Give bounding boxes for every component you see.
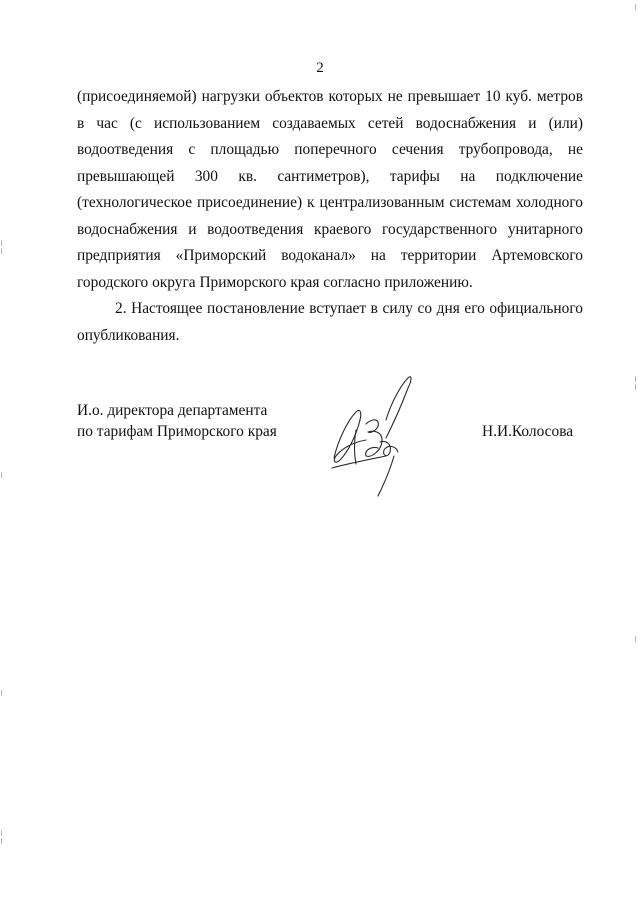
signer-name: Н.И.Колосова: [482, 423, 574, 440]
page-number: 2: [316, 60, 324, 76]
left-margin-marks: [1, 0, 4, 905]
signatory-title-line-2: по тарифам Приморского края: [77, 423, 277, 440]
paragraph-effective-date: 2. Настоящее постановление вступает в силу со дня его официального опубликования.: [77, 300, 583, 344]
signatory-title: [77, 400, 277, 442]
paragraph-tariff-continuation: (присоединяемой) нагрузки объектов которых не превышает 10 куб. метров в час (с использованием создаваемых сетей водоснабжения и (или) водоотведения с площадью поперечного сечения трубопровода, не превышающей 300 кв. сантиметров), тарифы на подключение (технологическое присоединение) к централизованным системам холодного водоснабжения и водоотведения краевого государственного унитарного предприятия «Приморский водоканал» на территории Артемовского городского округа Приморского края согласно приложению.: [77, 88, 583, 291]
handwritten-signature: [326, 360, 416, 500]
document-body: [77, 84, 583, 349]
right-margin-marks: [635, 0, 638, 905]
signatory-title-line-1: И.о. директора департамента: [77, 402, 268, 419]
